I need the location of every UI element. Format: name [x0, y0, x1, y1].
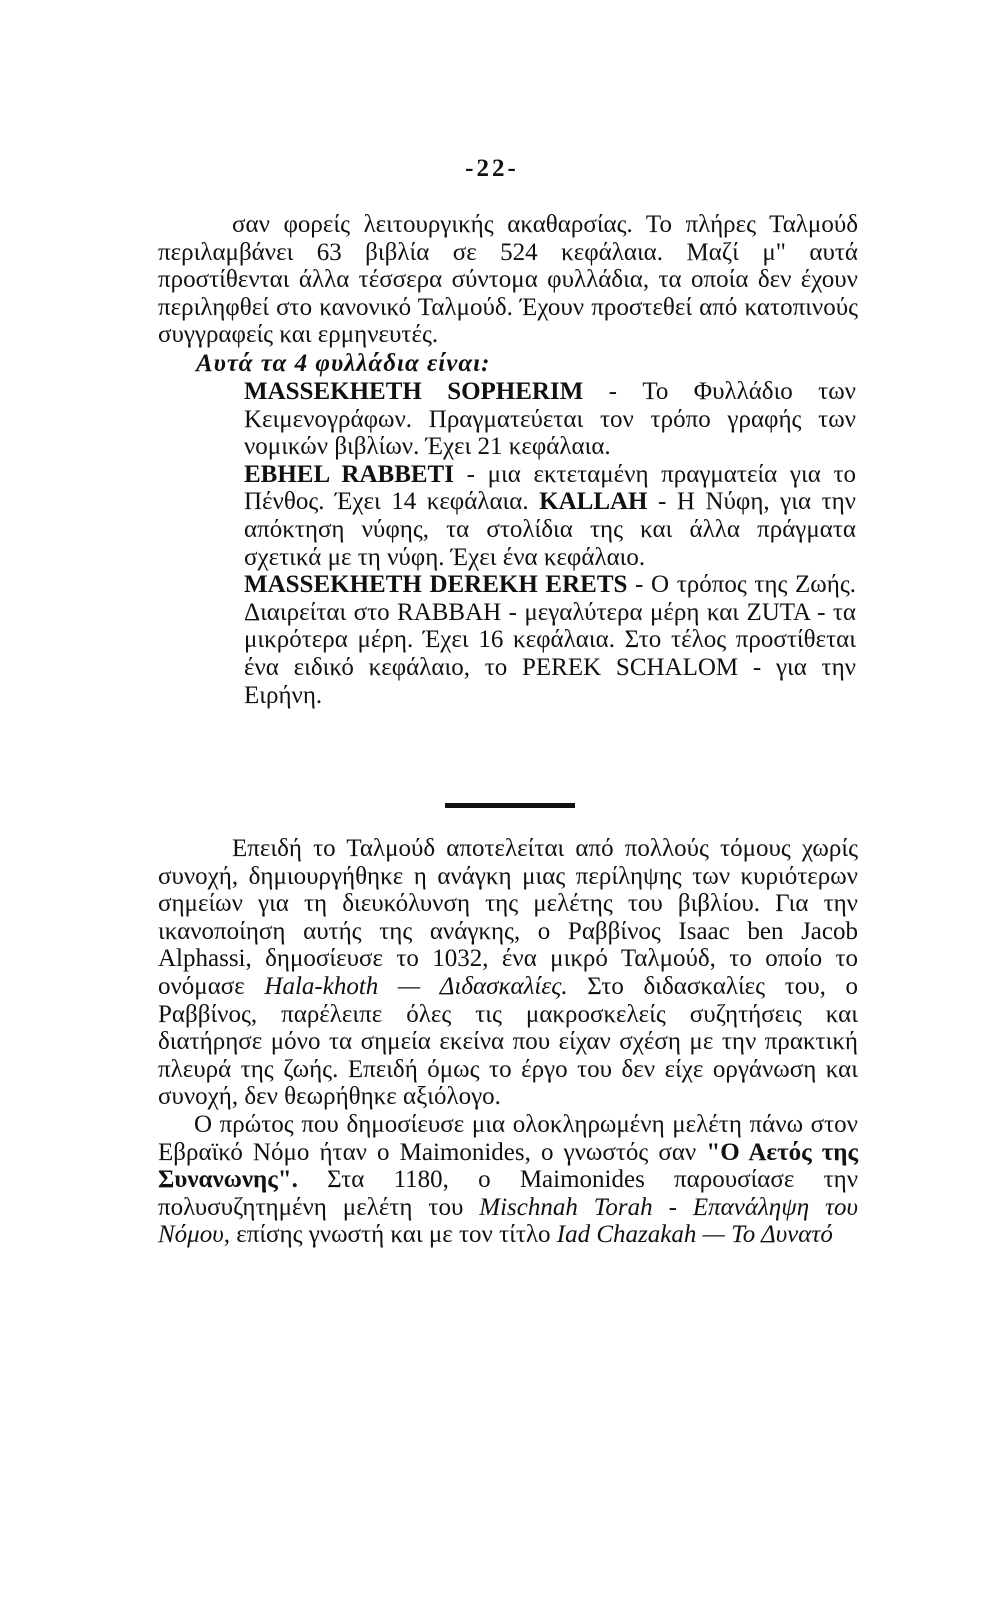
para2-text-b: Στα 1180, ο Maimonides παρουσίασε την πολυσυζητημένη μελέτη του [158, 1166, 858, 1221]
para1-italic-title: Hala-khoth — Διδασκαλίες. [264, 972, 568, 1000]
entry-text: - Το Φυλλάδιο των Κειμενογράφων. Πραγματεύεται τον τρόπο γραφής των νομικών βιβλίων. Έχει 21 κεφάλαια. [244, 378, 856, 461]
intro-text: σαν φορείς λειτουργικής ακαθαρσίας. Το πλήρες Ταλμούδ περιλαμβάνει 63 βιβλία σε 524 κεφάλαια. Μαζί μ" αυτά προστίθενται άλλα τέσσερα σύντομα φυλλάδια, τα οποία δεν έχουν περιληφθεί στο κανονικό Ταλμούδ. Έχουν προστεθεί από κατοπινούς συγγραφείς και ερμηνευτές. [158, 211, 858, 349]
entry-name: MASSEKHETH SOPHERIM [244, 378, 584, 405]
intro-paragraph [158, 211, 858, 349]
para1-text-b: Στο διδασκαλίες του, ο Ραββίνος, παρέλειπε όλες τις μακροσκελείς συζητήσεις και διατήρησε μόνο τα σημεία εκείνα που είχαν σχέση με την πρακτική πλευρά της ζωής. Επειδή όμως το έργο του δεν είχε οργάνωση και συνοχή, δεν θεωρήθηκε αξιόλογο. [158, 972, 858, 1111]
entry-text: - Ο τρόπος της Ζωής. Διαιρείται στο RABBAH - μεγαλύτερα μέρη και ZUTA - τα μικρότερα μέρη. Έχει 16 κεφάλαια. Στο τέλος προστίθεται ένα ειδικό κεφάλαιο, το PEREK SCHALOM - για την Ειρήνη. [244, 571, 856, 709]
entry-name: MASSEKHETH DEREKH ERETS [244, 571, 628, 599]
para2-text-a: Ο πρώτος που δημοσίευσε μια ολοκληρωμένη μελέτη πάνω στον Εβραϊκό Νόμο ήταν ο Maimonides, ο γνωστός σαν [158, 1110, 858, 1166]
tractate-list [244, 378, 856, 709]
list-heading: Αυτά τα 4 φυλλάδια είναι: [196, 350, 491, 377]
entry-ebhel-rabbeti [244, 461, 856, 571]
entry-text-kallah: - Η Νύφη, για την απόκτηση νύφης, τα στολίδια της και άλλα πράγματα σχετικά με τη νύφη. Έχει ένα κεφάλαιο. [244, 488, 856, 571]
entry-soferim [244, 378, 856, 461]
para2-text-c: επίσης γνωστή και με τον τίτλο [229, 1221, 557, 1249]
body-text [158, 835, 858, 1249]
entry-text: - μια εκτεταμένη πραγματεία για το Πένθος. Έχει 14 κεφάλαια. [244, 460, 856, 516]
entry-name-kallah: KALLAH [539, 488, 648, 516]
entry-derekh-erets [244, 571, 856, 709]
para2-bold-epithet: "Ο Αετός της Συνανωνης". [158, 1138, 858, 1194]
para2-italic-title-1: Mischnah Torah - Επανάληψη του Νόμου, [158, 1193, 859, 1249]
section-divider [445, 803, 575, 808]
entry-name: EBHEL RABBETI [244, 460, 454, 488]
paragraph-alphassi [158, 835, 858, 1111]
para2-italic-title-2: Iad Chazakah — Το Δυνατό [556, 1221, 833, 1249]
page-number: -22- [465, 155, 519, 182]
para1-text-a: Επειδή το Ταλμούδ αποτελείται από πολλούς τόμους χωρίς συνοχή, δημιουργήθηκε η ανάγκη μιας περίληψης των κυριότερων σημείων για τη διευκόλυνση της μελέτης του βιβλίου. Για την ικανοποίηση αυτής της ανάγκης, ο Ραββίνος Isaac ben Jacob Alphassi, δημοσίευσε το 1032, ένα μικρό Ταλμούδ, το οποίο το ονόμασε [158, 835, 858, 1000]
paragraph-maimonides [158, 1111, 858, 1249]
